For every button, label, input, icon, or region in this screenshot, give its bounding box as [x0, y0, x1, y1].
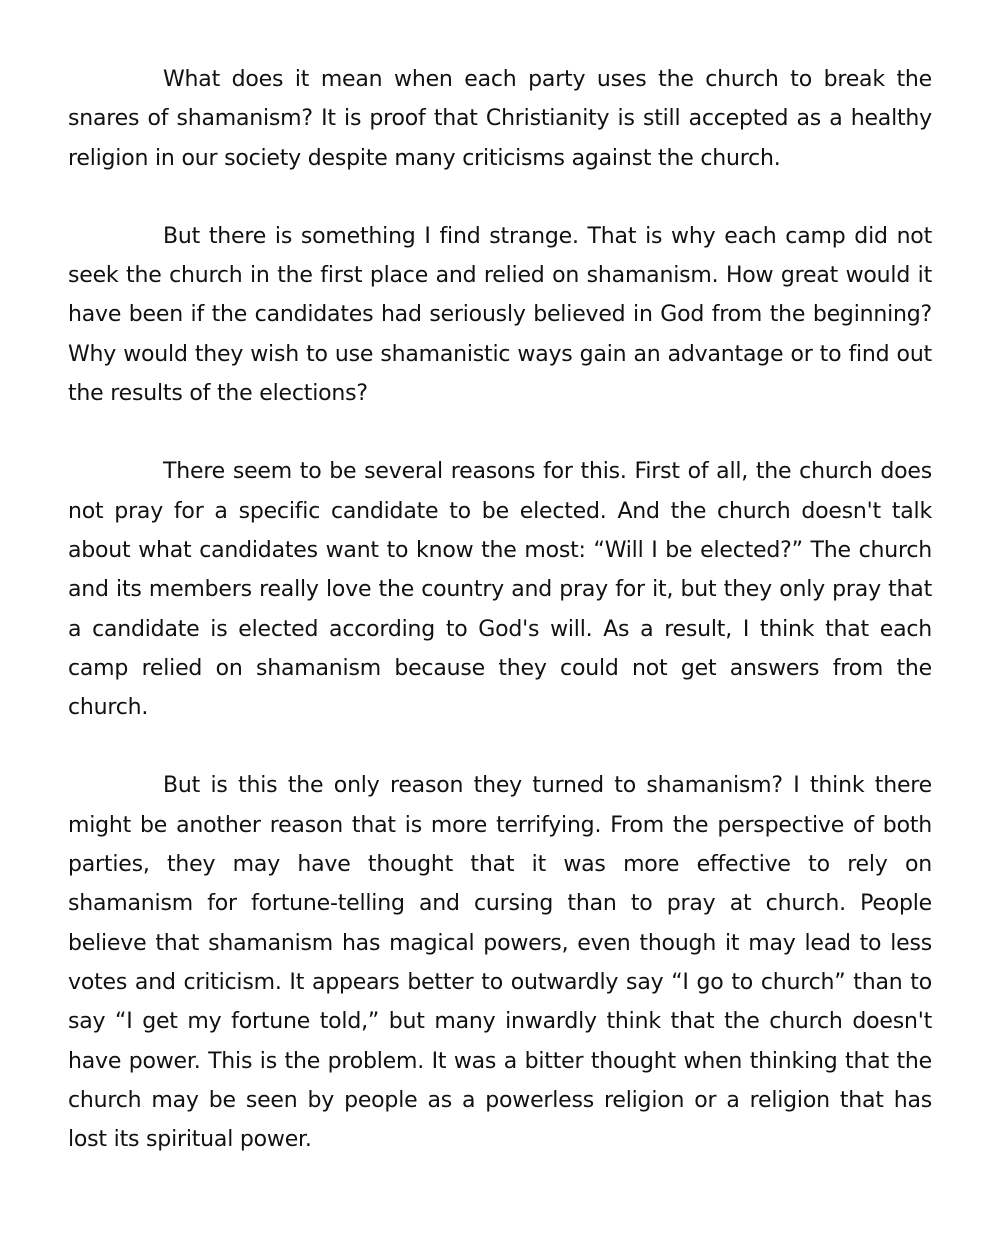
paragraph-3: There seem to be several reasons for this. First of all, the church does not pray for a specific candidate to be elected. And the church doesn't talk about what candidates want to know the most: “Will I be elected?” The church and its members really love the country and pray for it, but they only pray that a candidate is elected according to God's will. As a result, I think that each camp relied on shamanism because they could not get answers from the church. — [68, 459, 932, 721]
document-page — [68, 60, 932, 1159]
paragraph-2: But there is something I find strange. That is why each camp did not seek the church in the first place and relied on shamanism. How great would it have been if the candidates had seriously believed in God from the beginning? Why would they wish to use shamanistic ways gain an advantage or to find out the results of the elections? — [68, 223, 932, 407]
paragraph-1: What does it mean when each party uses the church to break the snares of shamanism? It is proof that Christianity is still accepted as a healthy religion in our society despite many criticisms against the church. — [68, 67, 932, 171]
paragraph-4: But is this the only reason they turned to shamanism? I think there might be another reason that is more terrifying. From the perspective of both parties, they may have thought that it was more effective to rely on shamanism for fortune-telling and cursing than to pray at church. People believe that shamanism has magical powers, even though it may lead to less votes and criticism. It appears better to outwardly say “I go to church” than to say “I get my fortune told,” but many inwardly think that the church doesn't have power. This is the problem. It was a bitter thought when thinking that the church may be seen by people as a powerless religion or a religion that has lost its spiritual power. — [68, 773, 932, 1153]
